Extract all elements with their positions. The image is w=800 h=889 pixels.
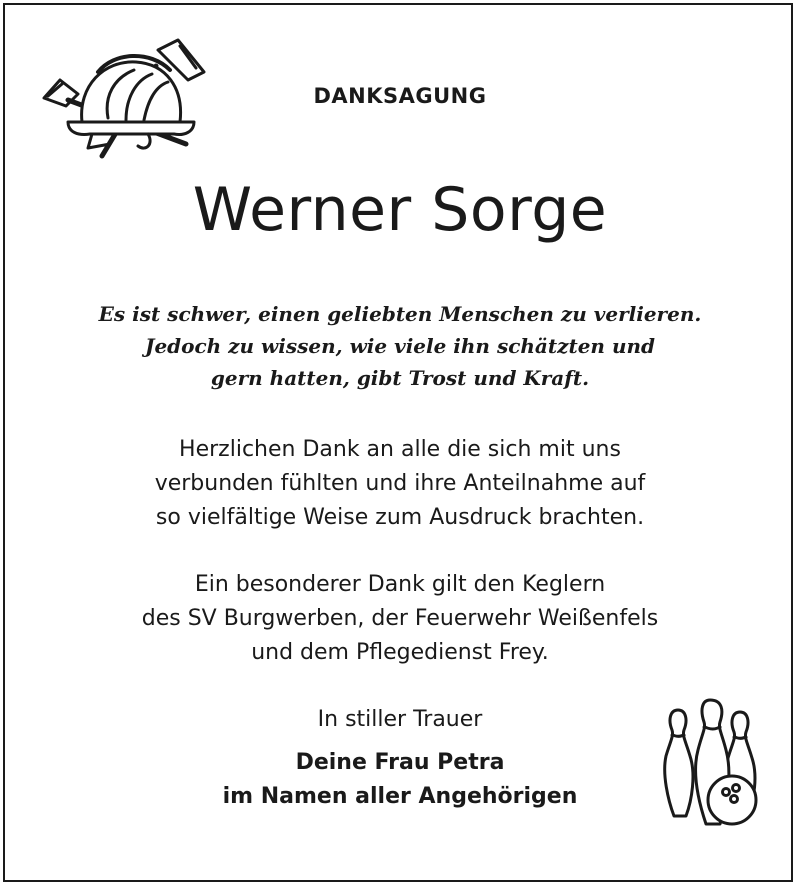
quote-line: Jedoch zu wissen, wie viele ihn schätzten und	[144, 334, 656, 358]
paragraph-line: so vielfältige Weise zum Ausdruck brachten.	[155, 505, 645, 530]
paragraph-line: Ein besonderer Dank gilt den Keglern	[194, 572, 606, 597]
thanks-paragraph	[0, 433, 800, 535]
quote-line: Es ist schwer, einen geliebten Menschen zu verlieren.	[98, 302, 702, 326]
paragraph-line: und dem Pflegedienst Frey.	[251, 640, 549, 665]
notice-heading: DANKSAGUNG	[313, 84, 487, 108]
bowling-pins-icon	[652, 696, 762, 836]
signature-line: Deine Frau Petra	[295, 750, 505, 775]
paragraph-line: Herzlichen Dank an alle die sich mit uns	[179, 437, 621, 462]
special-thanks-paragraph	[0, 568, 800, 670]
memorial-quote	[0, 298, 800, 394]
signature-line: im Namen aller Angehörigen	[222, 784, 578, 809]
mourning-line: In stiller Trauer	[317, 707, 483, 732]
paragraph-line: des SV Burgwerben, der Feuerwehr Weißenfels	[141, 606, 659, 631]
paragraph-line: verbunden fühlten und ihre Anteilnahme auf	[154, 471, 646, 496]
deceased-name: Werner Sorge	[192, 175, 608, 245]
quote-line: gern hatten, gibt Trost und Kraft.	[210, 366, 590, 390]
